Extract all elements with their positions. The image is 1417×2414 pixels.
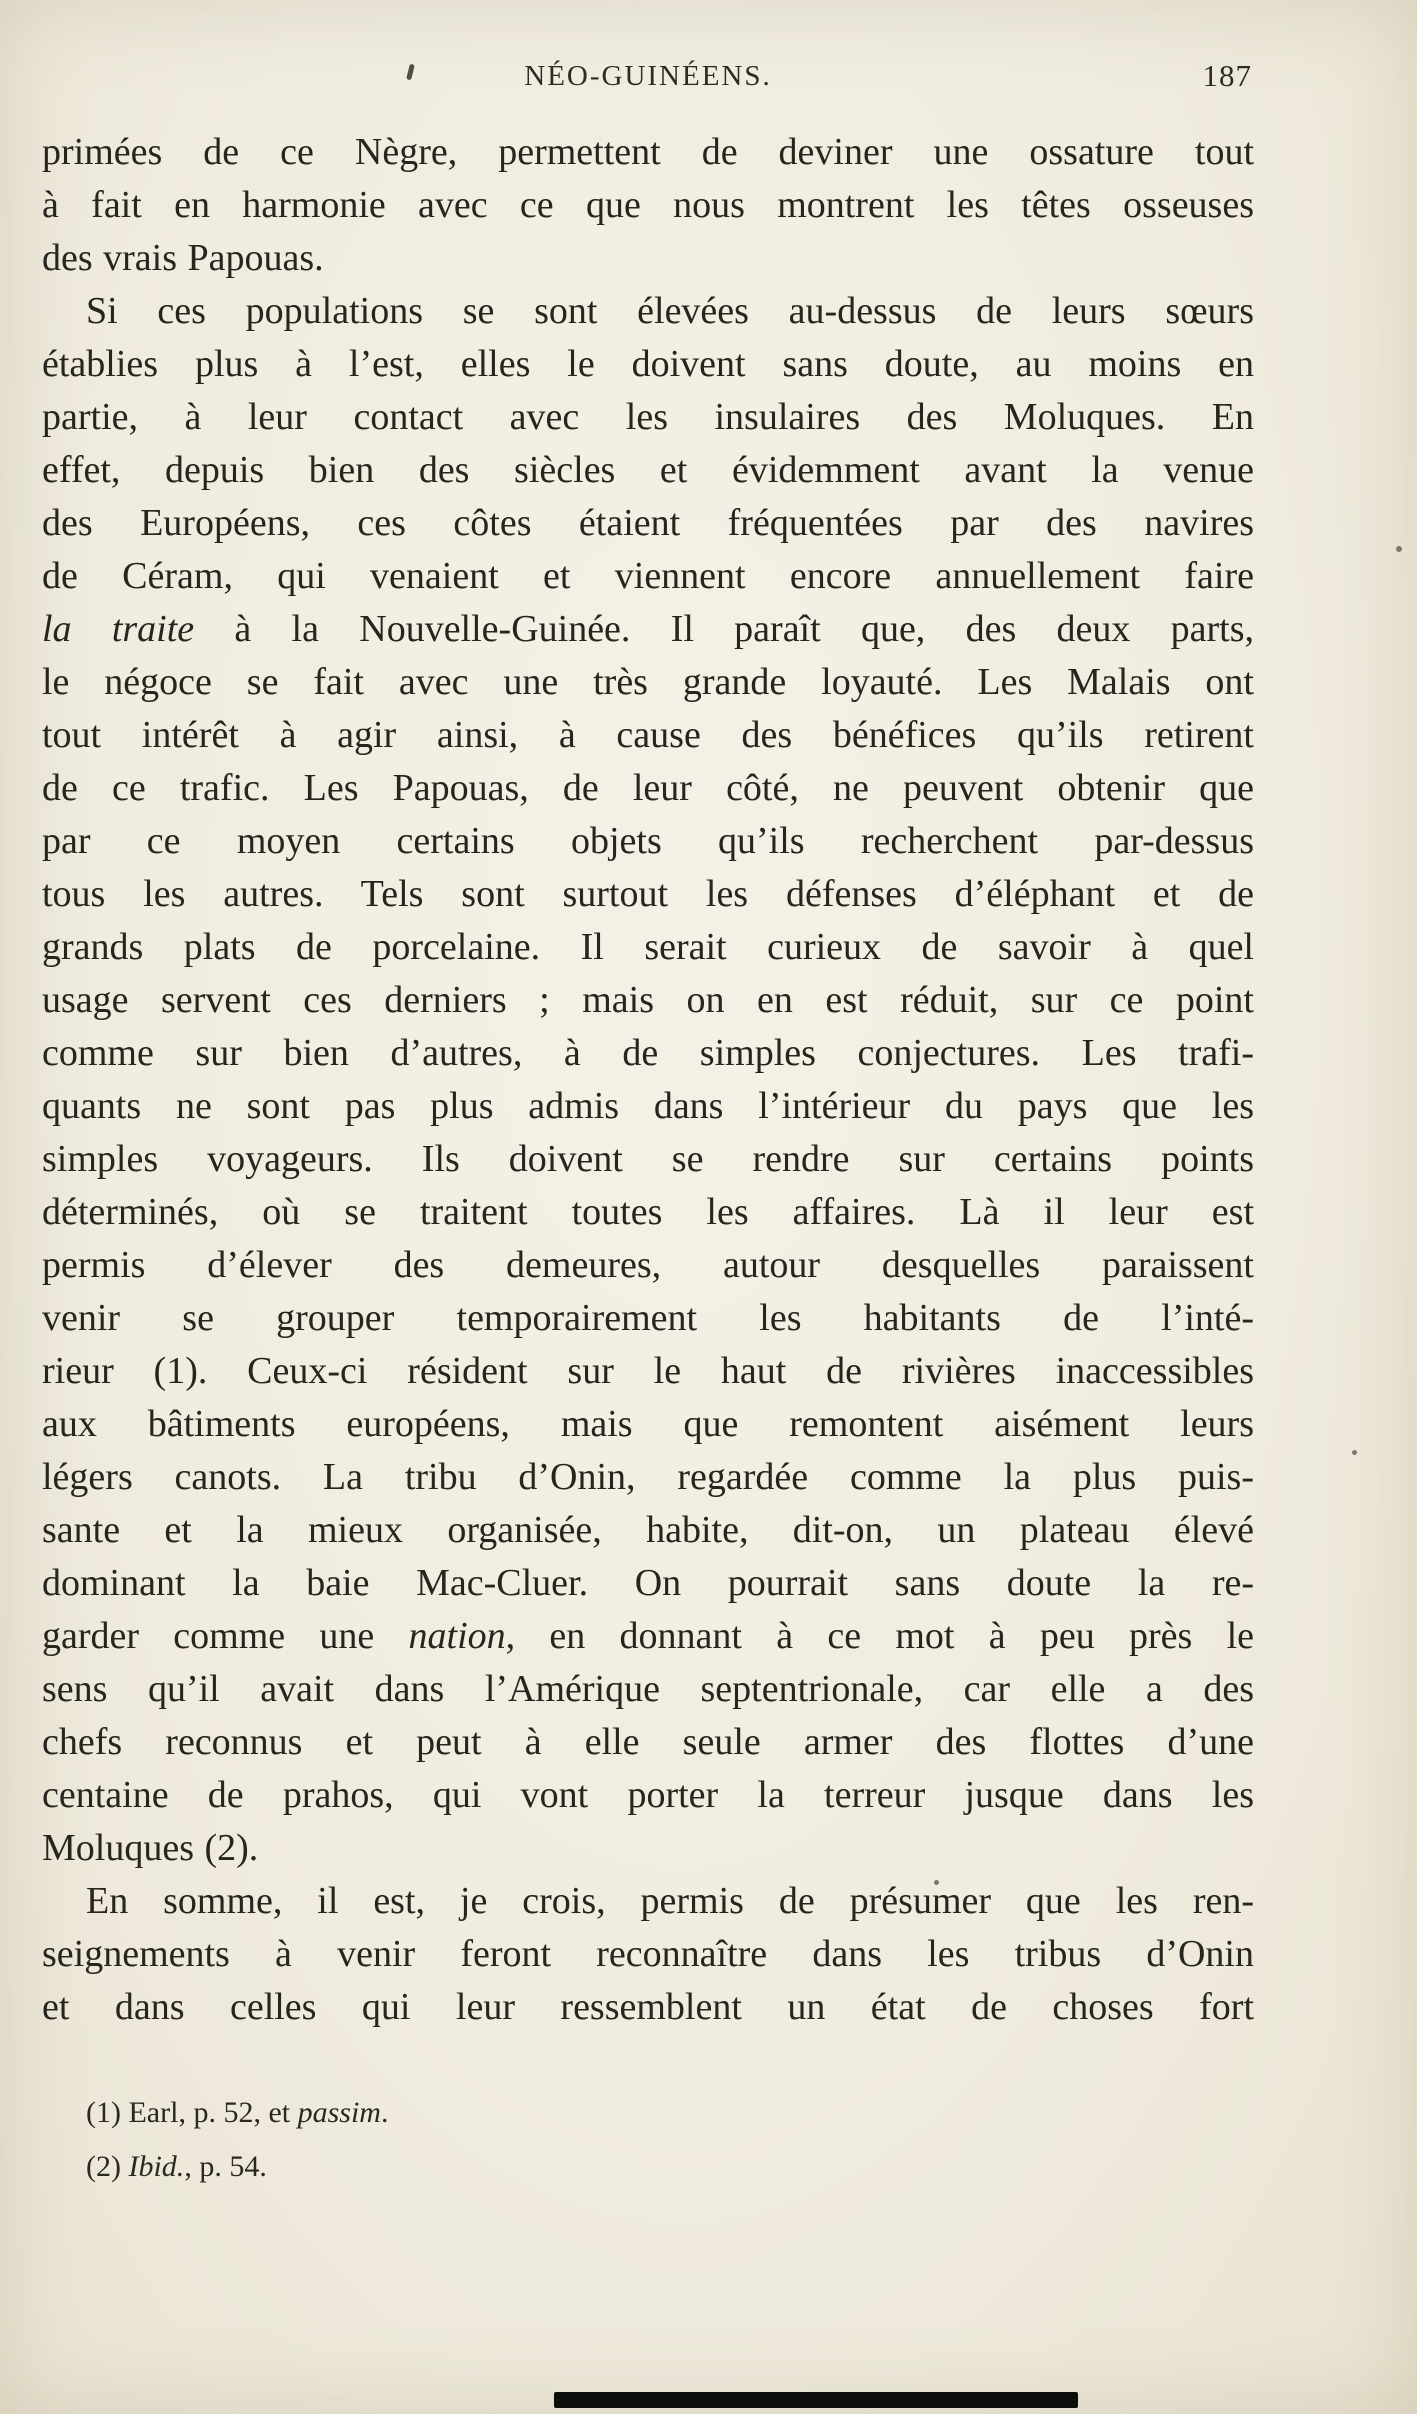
- text-line: permis d’élever des demeures, autour desquelles paraissent: [42, 1244, 1254, 1286]
- footnote-text: (1) Earl, p. 52, et: [86, 2096, 298, 2129]
- text-line: En somme, il est, je crois, permis de présumer que les ren-: [86, 1880, 1254, 1922]
- text-line: Moluques (2).: [42, 1827, 259, 1869]
- text-line: des Européens, ces côtes étaient fréquentées par des navires: [42, 502, 1254, 544]
- text-line: rieur (1). Ceux-ci résident sur le haut de rivières inaccessibles: [42, 1350, 1254, 1392]
- footnote-text: , p. 54.: [184, 2150, 267, 2183]
- text-line: primées de ce Nègre, permettent de deviner une ossature tout: [42, 131, 1254, 173]
- text-line: sens qu’il avait dans l’Amérique septentrionale, car elle a des: [42, 1668, 1254, 1710]
- text-line: de Céram, qui venaient et viennent encore annuellement faire: [42, 555, 1254, 597]
- page-body: [42, 126, 1254, 2034]
- text-segment: à la Nouvelle-Guinée. Il paraît que, des deux parts,: [194, 608, 1254, 650]
- text-line: le négoce se fait avec une très grande loyauté. Les Malais ont: [42, 661, 1254, 703]
- scan-speck: [1352, 1450, 1357, 1455]
- text-line: [42, 1610, 1254, 1663]
- text-line: de ce trafic. Les Papouas, de leur côté, ne peuvent obtenir que: [42, 767, 1254, 809]
- footnote-2: [86, 2140, 1186, 2194]
- italic-phrase: la traite: [42, 608, 195, 650]
- scan-artifact-bar: [554, 2392, 1078, 2408]
- text-line: simples voyageurs. Ils doivent se rendre sur certains points: [42, 1138, 1254, 1180]
- text-line: partie, à leur contact avec les insulaires des Moluques. En: [42, 396, 1254, 438]
- text-line: quants ne sont pas plus admis dans l’intérieur du pays que les: [42, 1085, 1254, 1127]
- text-line: comme sur bien d’autres, à de simples conjectures. Les trafi-: [42, 1032, 1254, 1074]
- text-line: tout intérêt à agir ainsi, à cause des bénéfices qu’ils retirent: [42, 714, 1254, 756]
- footnote-1: [86, 2086, 1186, 2140]
- text-line: seignements à venir feront reconnaître dans les tribus d’Onin: [42, 1933, 1254, 1975]
- text-line: établies plus à l’est, elles le doivent sans doute, au moins en: [42, 343, 1254, 385]
- text-line: chefs reconnus et peut à elle seule armer des flottes d’une: [42, 1721, 1254, 1763]
- footnote-text: (2): [86, 2150, 129, 2183]
- text-segment: garder comme une: [42, 1615, 409, 1657]
- text-line: par ce moyen certains objets qu’ils recherchent par-dessus: [42, 820, 1254, 862]
- text-line: effet, depuis bien des siècles et évidemment avant la venue: [42, 449, 1254, 491]
- text-line: venir se grouper temporairement les habitants de l’inté-: [42, 1297, 1254, 1339]
- text-line: sante et la mieux organisée, habite, dit-on, un plateau élevé: [42, 1509, 1254, 1551]
- italic-phrase: nation: [408, 1615, 506, 1657]
- running-header: [42, 60, 1254, 106]
- page-number: 187: [1202, 58, 1252, 93]
- text-line: Si ces populations se sont élevées au-dessus de leurs sœurs: [86, 290, 1254, 332]
- text-line: des vrais Papouas.: [42, 237, 324, 279]
- text-segment: , en donnant à ce mot à peu près le: [505, 1615, 1254, 1657]
- text-line: et dans celles qui leur ressemblent un état de choses fort: [42, 1986, 1254, 2028]
- text-line: à fait en harmonie avec ce que nous montrent les têtes osseuses: [42, 184, 1254, 226]
- text-line: dominant la baie Mac-Cluer. On pourrait sans doute la re-: [42, 1562, 1254, 1604]
- footnote-text: .: [380, 2096, 389, 2129]
- text-line: déterminés, où se traitent toutes les affaires. Là il leur est: [42, 1191, 1254, 1233]
- page-header-title: NÉO-GUINÉENS.: [524, 60, 772, 92]
- text-line: grands plats de porcelaine. Il serait curieux de savoir à quel: [42, 926, 1254, 968]
- text-line: légers canots. La tribu d’Onin, regardée comme la plus puis-: [42, 1456, 1254, 1498]
- footnote-italic: passim: [297, 2096, 381, 2129]
- text-line: usage servent ces derniers ; mais on en est réduit, sur ce point: [42, 979, 1254, 1021]
- text-line: [42, 603, 1254, 656]
- footnote-italic: Ibid.: [128, 2150, 185, 2183]
- footnotes: [86, 2086, 1186, 2194]
- scan-speck: [1396, 546, 1402, 552]
- text-line: aux bâtiments européens, mais que remontent aisément leurs: [42, 1403, 1254, 1445]
- text-line: centaine de prahos, qui vont porter la terreur jusque dans les: [42, 1774, 1254, 1816]
- text-line: tous les autres. Tels sont surtout les défenses d’éléphant et de: [42, 873, 1254, 915]
